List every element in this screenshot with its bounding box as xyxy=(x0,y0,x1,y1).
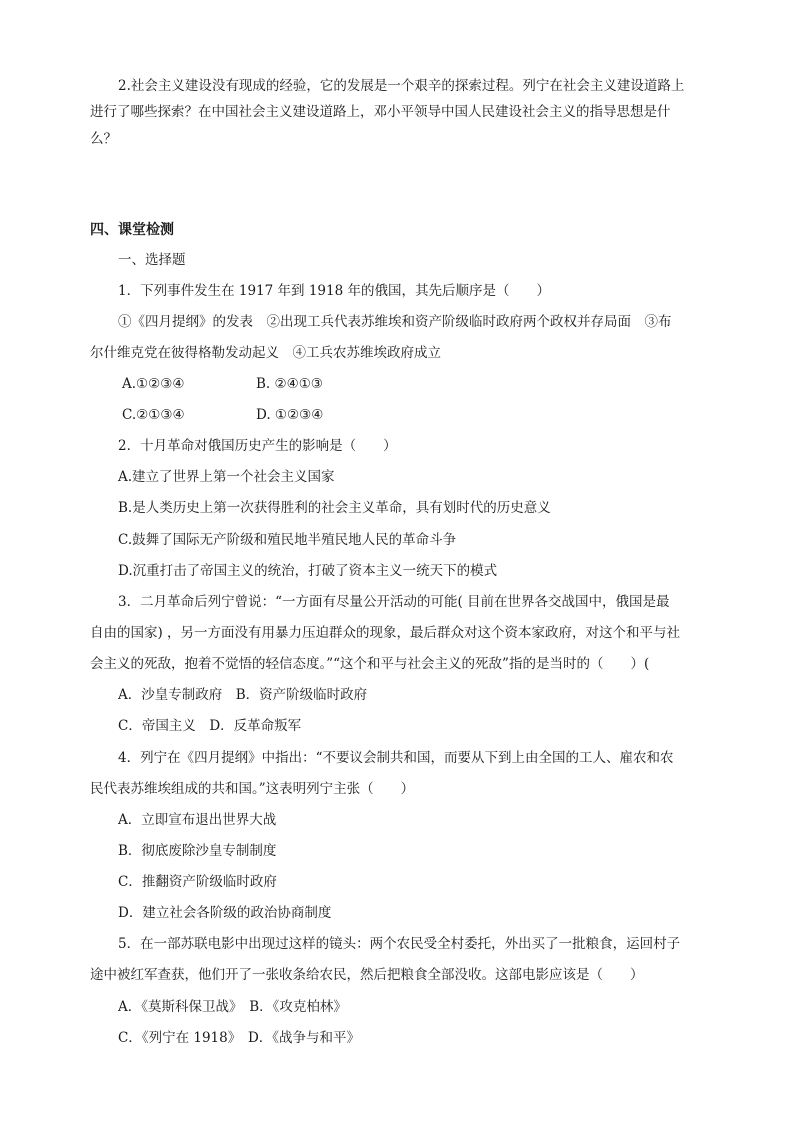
q2-option-b: B.是人类历史上第一次获得胜利的社会主义革命，具有划时代的历史意义 xyxy=(118,500,551,516)
q5-line-2: 途中被红军查获，他们开了一张收条给农民，然后把粮食全部没收。这部电影应该是（ ） xyxy=(90,967,644,983)
q3-line-3: 会主义的死敌，抱着不觉悟的轻信态度。”“这个和平与社会主义的死敌”指的是当时的（ ）( xyxy=(90,656,650,672)
q1-items-line-1: ①《四月提纲》的发表 ②出现工兵代表苏维埃和资产阶级临时政府两个政权并存局面 ③布 xyxy=(118,314,672,330)
q5-options-cd: C．《列宁在 1918》 D．《战争与和平》 xyxy=(118,1030,361,1046)
q5-options-ab: A．《莫斯科保卫战》 B．《攻克柏林》 xyxy=(118,999,347,1015)
q4-option-a: A．立即宣布退出世界大战 xyxy=(118,812,277,828)
question-2-line-3: 么？ xyxy=(90,131,117,147)
q1-option-d: D. ①②③④ xyxy=(256,407,324,423)
q4-option-b: B．彻底废除沙皇专制制度 xyxy=(118,843,277,859)
q2-stem: 2．十月革命对俄国历史产生的影响是（ ） xyxy=(118,438,397,454)
q2-option-c: C.鼓舞了国际无产阶级和殖民地半殖民地人民的革命斗争 xyxy=(118,532,457,548)
q5-line-1: 5．在一部苏联电影中出现过这样的镜头：两个农民受全村委托，外出买了一批粮食，运回村子 xyxy=(118,936,681,952)
q1-option-c: C.②①③④ xyxy=(122,407,185,423)
q4-option-c: C．推翻资产阶级临时政府 xyxy=(118,874,277,890)
q4-option-d: D．建立社会各阶级的政治协商制度 xyxy=(118,905,332,921)
q3-options-cd: C．帝国主义 D．反革命叛军 xyxy=(118,718,302,734)
q3-line-2: 自由的国家) ，另一方面没有用暴力压迫群众的现象，最后群众对这个资本家政府，对这个和平与社 xyxy=(90,625,681,641)
q4-line-2: 民代表苏维埃组成的共和国。”这表明列宁主张（ ） xyxy=(90,781,415,797)
q3-line-1: 3．二月革命后列宁曾说：“一方面有尽量公开活动的可能( 目前在世界各交战国中，俄国是最 xyxy=(118,594,670,610)
q2-option-d: D.沉重打击了帝国主义的统治，打破了资本主义一统天下的模式 xyxy=(118,563,498,579)
question-2-line-1: 2.社会主义建设没有现成的经验，它的发展是一个艰辛的探索过程。列宁在社会主义建设道路上 xyxy=(118,78,685,94)
q1-stem: 1．下列事件发生在 1917 年到 1918 年的俄国，其先后顺序是（ ） xyxy=(118,283,550,299)
q4-line-1: 4．列宁在《四月提纲》中指出：“不要议会制共和国，而要从下到上由全国的工人、雇农和农 xyxy=(118,750,674,766)
section-4-title: 四、课堂检测 xyxy=(90,222,174,238)
question-2-line-2: 进行了哪些探索？在中国社会主义建设道路上，邓小平领导中国人民建设社会主义的指导思想是什 xyxy=(90,104,671,120)
subsection-choice-title: 一、选择题 xyxy=(118,252,186,268)
q1-items-line-2: 尔什维克党在彼得格勒发动起义 ④工兵农苏维埃政府成立 xyxy=(90,345,441,361)
q2-option-a: A.建立了世界上第一个社会主义国家 xyxy=(118,469,335,485)
q1-option-b: B. ②④①③ xyxy=(256,376,323,392)
q3-options-ab: A．沙皇专制政府 B．资产阶级临时政府 xyxy=(118,687,368,703)
q1-option-a: A.①②③④ xyxy=(122,376,185,392)
